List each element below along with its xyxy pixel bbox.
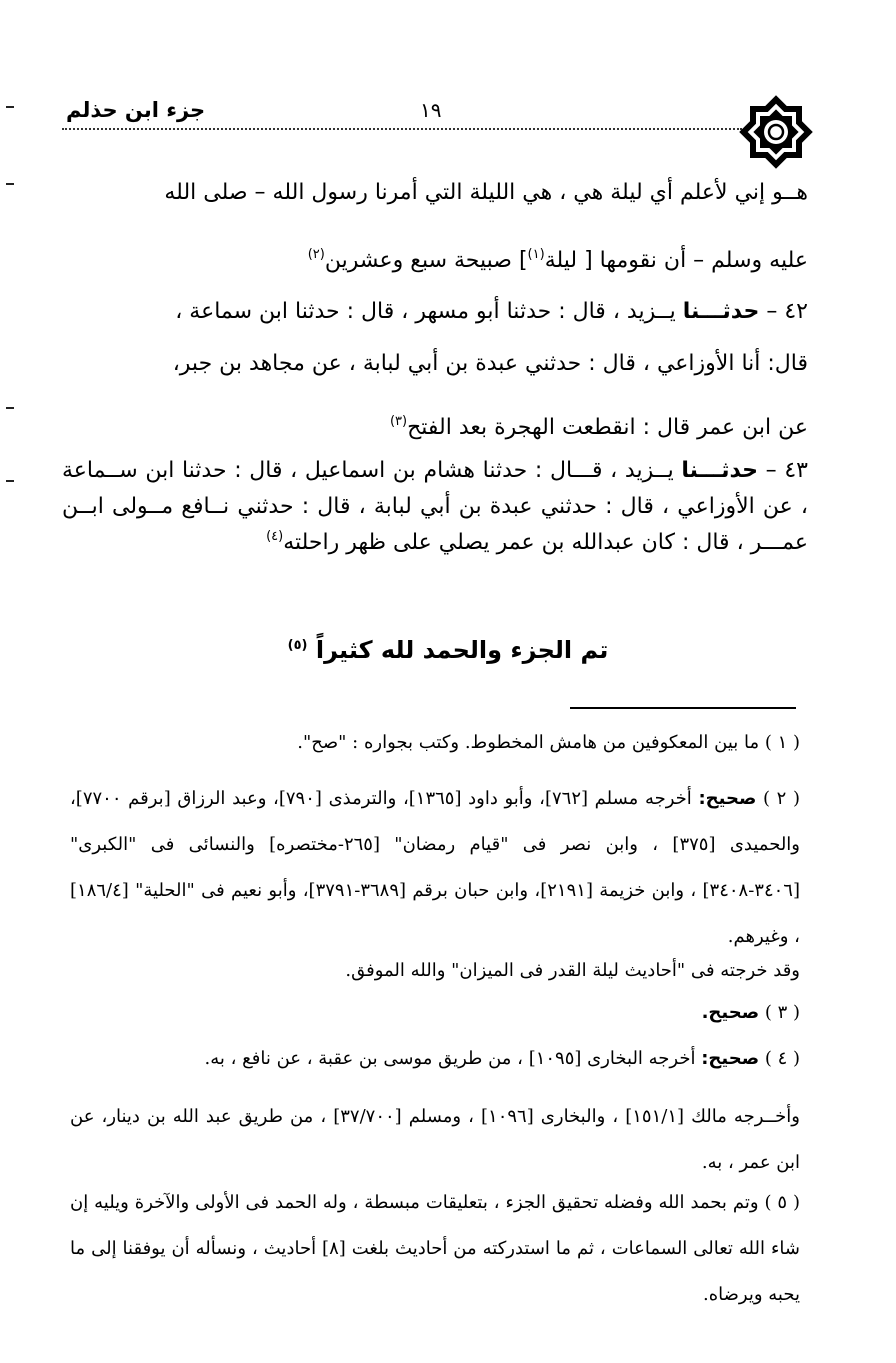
footnote-1 [70, 730, 800, 756]
header-divider [62, 128, 742, 130]
footnote-separator [570, 707, 796, 709]
hadith-lead-word: حدثـــنا [681, 458, 759, 483]
footnote-text [70, 1000, 800, 1026]
footnote-label: ( ٣ ) [759, 1002, 800, 1023]
grading-label: صحيح: [698, 788, 757, 809]
footnote-4-extra [70, 1094, 800, 1186]
page-number: ١٩ [420, 98, 442, 122]
text-span: ] صبيحة سبع وعشرين [324, 248, 528, 273]
footnote-text: وأخــرجه مالك [١٥١/١] ، والبخارى [١٠٩٦] ، ومسلم [٣٧/٧٠٠] ، من طريق عبد الله بن دينار، عن ابن عمر ، به. [70, 1106, 800, 1173]
main-text [62, 246, 808, 276]
footnote-text: ( ١ ) ما بين المعكوفين من هامش المخطوط. وكتب بجواره : "صح". [297, 732, 800, 753]
hadith-number: ٤٣ – [758, 458, 808, 483]
octagram-ornament-icon [738, 94, 814, 170]
footnote-text: وقد خرجته فى "أحاديث ليلة القدر فى الميزان" والله الموفق. [345, 960, 800, 981]
footnote-text [70, 1046, 800, 1072]
colophon-line [0, 636, 896, 664]
text-span: يــزيد ، قـــال : حدثنا هشام بن اسماعيل ، قال : حدثنا ابن ســماعة ، عن الأوزاعي ، قال : حدثني عبدة بن أبي لبابة ، قال : حدثني نــافع مــولى ابــن عمـــر ، قال : كان عبدالله بن عمر يصلي على ظهر راحلته [62, 458, 808, 555]
footnote-4 [70, 1046, 800, 1072]
footnote-label: ( ٢ ) [756, 788, 801, 809]
text-line [62, 246, 808, 276]
footnote-ref-3: (٣) [389, 414, 408, 429]
hadith-number: ٤٢ – [759, 299, 808, 324]
text-span: عليه وسلم – أن نقومها [ ليلة [544, 248, 808, 273]
text-line: هــو إني لأعلم أي ليلة هي ، هي الليلة التي أمرنا رسول الله – صلى الله [164, 180, 808, 205]
text-span: عن ابن عمر قال : انقطعت الهجرة بعد الفتح [407, 415, 808, 440]
margin-mark [6, 480, 14, 482]
footnote-2 [70, 776, 800, 960]
running-title: جزء ابن حذلم [66, 98, 206, 122]
text-line: قال: أنا الأوزاعي ، قال : حدثني عبدة بن أبي لبابة ، عن مجاهد بن جبر، [172, 351, 808, 376]
text-span: يــزيد ، قال : حدثنا أبو مسهر ، قال : حدثنا ابن سماعة ، [175, 299, 683, 324]
margin-mark [6, 106, 14, 108]
text-paragraph [62, 453, 808, 561]
hadith-lead-word: حدثـــنا [682, 299, 760, 324]
footnote-ref-4: (٤) [266, 529, 284, 544]
footnote-ref-1: (١) [527, 247, 545, 262]
text-line [62, 297, 808, 327]
margin-mark [6, 407, 14, 409]
grading-label: صحيح: [701, 1048, 760, 1069]
colophon-text: تم الجزء والحمد لله كثيراً [315, 636, 609, 664]
main-text [62, 349, 808, 379]
footnote-text: ( ٥ ) وتم بحمد الله وفضله تحقيق الجزء ، بتعليقات مبسطة ، وله الحمد فى الأولى والآخرة ويليه إن شاء الله تعالى السماعات ، ثم ما استدركته من أحاديث بلغت [٨] أحاديث ، ونسأله أن يوفقنا إلى ما يحبه ويرضاه. [70, 1192, 800, 1305]
footnote-text [70, 776, 800, 960]
hadith-42 [62, 297, 808, 327]
main-text [62, 413, 808, 443]
footnote-2-extra [70, 958, 800, 984]
footnote-ref-5: (٥) [287, 638, 308, 653]
main-text [62, 178, 808, 208]
text-span: أخرجه مسلم [٧٦٢]، وأبو داود [١٣٦٥]، والترمذى [٧٩٠]، وعبد الرزاق [برقم ٧٧٠٠]، والحميدى [٣٧٥] ، وابن نصر فى "قيام رمضان" [٢٦٥-مختصره] والنسائى فى "الكبرى" [٣٤٠٦-٣٤٠٨] ، وابن خزيمة [٢١٩١]، وابن حبان برقم [٣٦٨٩-٣٧٩١]، وأبو نعيم فى "الحلية" [١٨٦/٤] ، وغيرهم. [70, 788, 800, 947]
text-span: أخرجه البخارى [١٠٩٥] ، من طريق موسى بن عقبة ، عن نافع ، به. [204, 1048, 702, 1069]
text-line [62, 413, 808, 443]
footnote-3 [70, 1000, 800, 1026]
footnote-ref-2: (٢) [307, 247, 325, 262]
margin-mark [6, 183, 14, 185]
hadith-43 [62, 453, 808, 561]
footnote-label: ( ٤ ) [759, 1048, 800, 1069]
footnote-5 [70, 1180, 800, 1318]
grading-label: صحيح. [701, 1002, 760, 1023]
